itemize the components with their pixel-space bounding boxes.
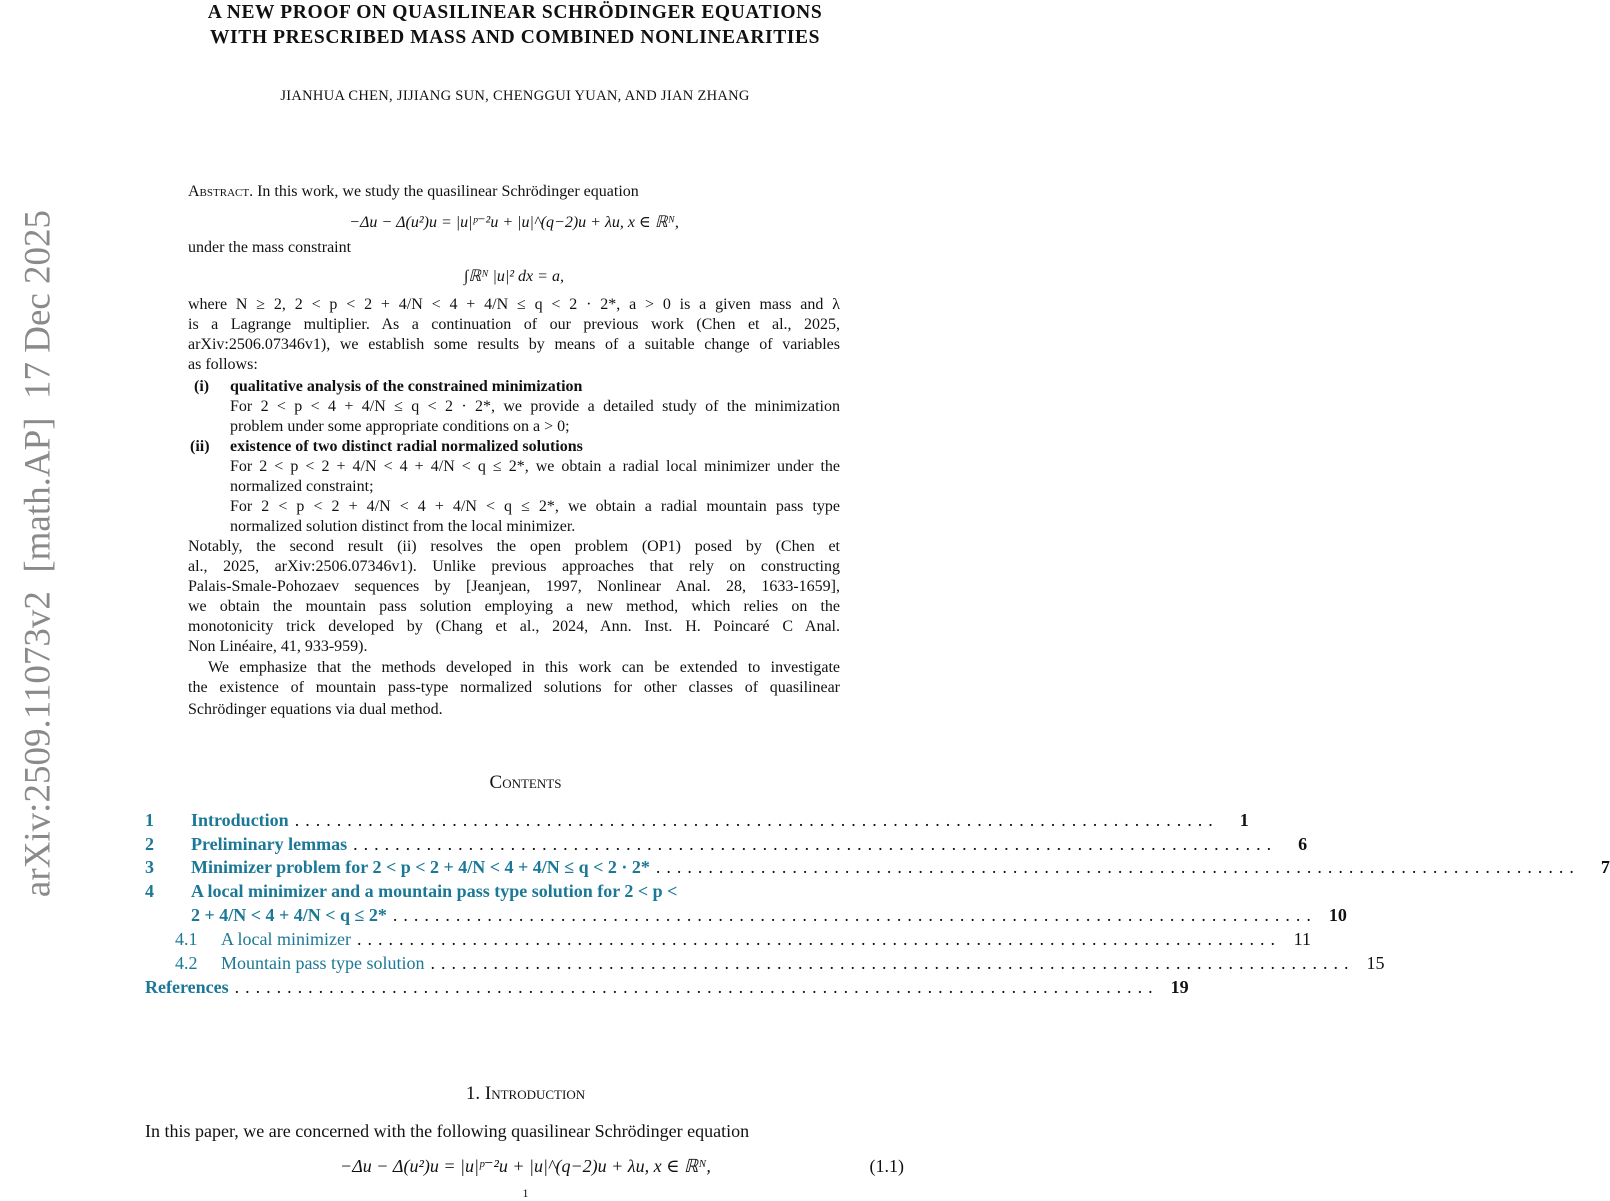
abstract-line: We emphasize that the methods developed in this work can be extended to investigate (208, 659, 840, 676)
toc-page: 15 (1366, 953, 1385, 973)
toc-label: 2 + 4/N < 4 + 4/N < q ≤ 2* (191, 905, 387, 925)
toc-dots: ........................................................................................ (356, 929, 1281, 949)
abstract-intro-text: In this work, we study the quasilinear Schrödinger equation (257, 183, 639, 200)
arxiv-stamp: arXiv:2509.11073v2 [math.AP] 17 Dec 2025 (17, 209, 59, 898)
toc-page: 1 (1239, 810, 1249, 830)
toc-page: 7 (1600, 857, 1610, 877)
item-ii-text: normalized constraint; (230, 478, 374, 495)
toc-num: 1 (145, 810, 154, 830)
item-ii-heading: existence of two distinct radial normalized solutions (230, 438, 583, 455)
item-ii-text: For 2 < p < 2 + 4/N < 4 + 4/N < q ≤ 2*, we obtain a radial local minimizer under the (230, 458, 840, 475)
toc-entry-references[interactable] (145, 977, 1189, 999)
toc-dots: ........................................................................................ (234, 977, 1159, 997)
abstract-line: arXiv:2506.07346v1), we establish some results by means of a suitable change of variables (188, 336, 840, 353)
item-ii-text: normalized solution distinct from the local minimizer. (230, 518, 576, 535)
toc-dots: ........................................................................................ (353, 834, 1278, 854)
abstract-mass-text: under the mass constraint (188, 239, 352, 256)
item-ii-text: For 2 < p < 2 + 4/N < 4 + 4/N < q ≤ 2*, we obtain a radial mountain pass type (230, 498, 840, 515)
toc-label: Introduction (191, 810, 289, 830)
toc-num: 4.1 (175, 929, 198, 949)
toc-entry-local-minimizer-mp[interactable] (145, 881, 906, 903)
mass-constraint-equation: ∫ℝᴺ |u|² dx = a, (464, 268, 564, 285)
abstract-line: the existence of mountain pass-type normalized solutions for other classes of quasilinear (188, 679, 840, 696)
toc-num: 2 (145, 834, 154, 854)
abstract-line: where N ≥ 2, 2 < p < 2 + 4/N < 4 + 4/N ≤ q < 2 · 2*, a > 0 is a given mass and λ (188, 296, 840, 313)
toc-label: Minimizer problem for 2 < p < 2 + 4/N < 4 + 4/N ≤ q < 2 · 2* (191, 857, 650, 877)
item-i-label: (i) (194, 378, 210, 395)
item-ii-label: (ii) (190, 438, 210, 455)
toc-label: A local minimizer (221, 929, 351, 949)
toc-entry-4-2[interactable] (175, 953, 1385, 975)
abstract-line: we obtain the mountain pass solution employing a new method, which relies on the (188, 598, 840, 615)
toc-entry-minimizer[interactable] (145, 857, 1610, 879)
page-number: 1 (522, 1186, 529, 1200)
abstract-line: monotonicity trick developed by (Chang et al., 2024, Ann. Inst. H. Poincaré C Anal. (188, 618, 840, 635)
item-i-heading: qualitative analysis of the constrained minimization (230, 378, 583, 395)
toc-dots: ........................................................................................ (392, 905, 1317, 925)
toc-page: 6 (1298, 834, 1308, 854)
abstract-line: Notably, the second result (ii) resolves the open problem (OP1) posed by (Chen et (188, 538, 840, 555)
toc-label: A local minimizer and a mountain pass type solution for 2 < p < (191, 881, 678, 901)
toc-entry-local-minimizer-mp-cont[interactable] (191, 905, 1347, 927)
toc-dots: ........................................................................................ (430, 953, 1355, 973)
toc-num: 4 (145, 881, 154, 901)
contents-heading: Contents (489, 772, 562, 793)
abstract-line: Non Linéaire, 41, 933-959). (188, 638, 368, 655)
item-i-text: For 2 < p < 4 + 4/N ≤ q < 2 · 2*, we provide a detailed study of the minimization (230, 398, 840, 415)
item-i-text: problem under some appropriate conditions on a > 0; (230, 418, 570, 435)
abstract-line: al., 2025, arXiv:2506.07346v1). Unlike previous approaches that rely on constructing (188, 558, 840, 575)
authors: JIANHUA CHEN, JIJIANG SUN, CHENGGUI YUAN, AND JIAN ZHANG (280, 88, 750, 104)
toc-entry-preliminary[interactable] (145, 834, 1308, 856)
abstract-intro (188, 182, 639, 202)
section-heading-introduction: 1. Introduction (465, 1083, 586, 1104)
toc-entry-4-1[interactable] (175, 929, 1311, 951)
toc-dots: ........................................................................................ (294, 810, 1219, 830)
toc-page: 10 (1328, 905, 1347, 925)
toc-page: 11 (1293, 929, 1311, 949)
toc-num: 4.2 (175, 953, 198, 973)
equation-1-1: −Δu − Δ(u²)u = |u|ᵖ⁻²u + |u|^(q−2)u + λu, x ∈ ℝᴺ, (340, 1156, 711, 1176)
equation-number: (1.1) (869, 1156, 904, 1176)
paper-title-line-2: WITH PRESCRIBED MASS AND COMBINED NONLINEARITIES (209, 27, 821, 48)
toc-label: Preliminary lemmas (191, 834, 348, 854)
paper-title-line-1: A NEW PROOF ON QUASILINEAR SCHRÖDINGER EQUATIONS (207, 2, 823, 23)
intro-text: In this paper, we are concerned with the following quasilinear Schrödinger equation (145, 1121, 750, 1141)
toc-entry-introduction[interactable] (145, 810, 1249, 832)
abstract-line: is a Lagrange multiplier. As a continuation of our previous work (Chen et al., 2025, (188, 316, 840, 333)
equation-abstract: −Δu − Δ(u²)u = |u|ᵖ⁻²u + |u|^(q−2)u + λu, x ∈ ℝᴺ, (349, 214, 679, 231)
toc-label: Mountain pass type solution (221, 953, 425, 973)
toc-label: References (145, 977, 229, 997)
toc-dots: ........................................................................................ (655, 857, 1580, 877)
abstract-line: Palais-Smale-Pohozaev sequences by [Jeanjean, 1997, Nonlinear Anal. 28, 1633-1659], (188, 578, 840, 595)
toc-page: 19 (1170, 977, 1189, 997)
abstract-label: Abstract. (188, 183, 254, 200)
abstract-line: Schrödinger equations via dual method. (188, 701, 443, 718)
abstract-line: as follows: (188, 356, 258, 373)
toc-num: 3 (145, 857, 154, 877)
